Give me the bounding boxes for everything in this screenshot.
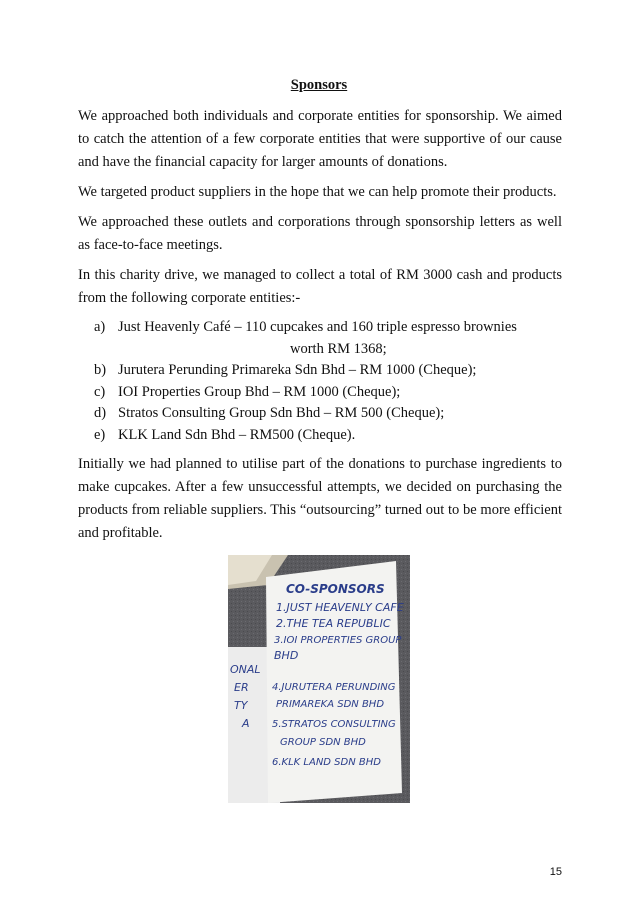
list-marker: b) (94, 362, 107, 378)
board-line: PRIMAREKA SDN BHD (276, 699, 385, 710)
list-item (94, 425, 562, 447)
left-sign-fragment: ONAL (230, 663, 261, 676)
left-sign-fragment: A (242, 717, 250, 730)
list-marker: c) (94, 383, 106, 400)
list-marker: a) (94, 319, 106, 335)
list-item-text: KLK Land Sdn Bhd – RM500 (Cheque). (118, 426, 356, 443)
list-item (94, 382, 562, 404)
board-line: GROUP SDN BHD (280, 737, 366, 748)
sponsor-board-photo (228, 555, 410, 803)
board-title: CO-SPONSORS (286, 582, 385, 596)
list-item-continuation: worth RM 1368; (290, 340, 387, 357)
paragraph-closing: Initially we had planned to utilise part of the donations to purchase ingredients to make cupcakes. After a few unsuccessful attempts, we decided on purchasing the products from reliable suppliers. This “outsourcing” turned out to be more efficient and profitable. (78, 456, 562, 541)
board-line: 3.IOI PROPERTIES GROUP (274, 635, 402, 646)
list-item (94, 360, 562, 382)
list-marker: e) (94, 426, 106, 443)
paragraph-collection: In this charity drive, we managed to collect a total of RM 3000 cash and products from the following corporate entities:- (78, 267, 562, 306)
list-item-text: Stratos Consulting Group Sdn Bhd – RM 500 (Cheque); (118, 405, 445, 421)
board-line: BHD (274, 649, 299, 662)
list-marker: d) (94, 405, 107, 421)
board-line: 4.JURUTERA PERUNDING (272, 682, 396, 693)
list-item (94, 317, 562, 360)
list-item-text: Just Heavenly Café – 110 cupcakes and 160 triple espresso brownies (118, 319, 517, 335)
board-line: 2.THE TEA REPUBLIC (276, 617, 391, 630)
board-line: 6.KLK LAND SDN BHD (272, 757, 381, 768)
paragraph-targets: We targeted product suppliers in the hope that we can help promote their products. (78, 184, 557, 200)
page-heading: Sponsors (290, 77, 348, 93)
page-number: 15 (549, 866, 562, 878)
board-line: 5.STRATOS CONSULTING (272, 719, 396, 730)
left-sign-fragment: ER (234, 681, 249, 694)
board-line: 1.JUST HEAVENLY CAFE (276, 601, 404, 614)
sponsor-list (78, 317, 562, 446)
document-body (78, 105, 562, 552)
paragraph-outreach: We approached these outlets and corporations through sponsorship letters as well as face-to-face meetings. (78, 214, 562, 253)
left-sign-fragment: TY (234, 699, 248, 712)
list-item (94, 403, 562, 425)
list-item-text: Jurutera Perunding Primareka Sdn Bhd – RM 1000 (Cheque); (118, 362, 477, 378)
paragraph-approach: We approached both individuals and corporate entities for sponsorship. We aimed to catch the attention of a few corporate entities that were supportive of our cause and have the financial capacity for larger amounts of donations. (78, 108, 562, 170)
list-item-text: IOI Properties Group Bhd – RM 1000 (Cheque); (118, 383, 401, 400)
